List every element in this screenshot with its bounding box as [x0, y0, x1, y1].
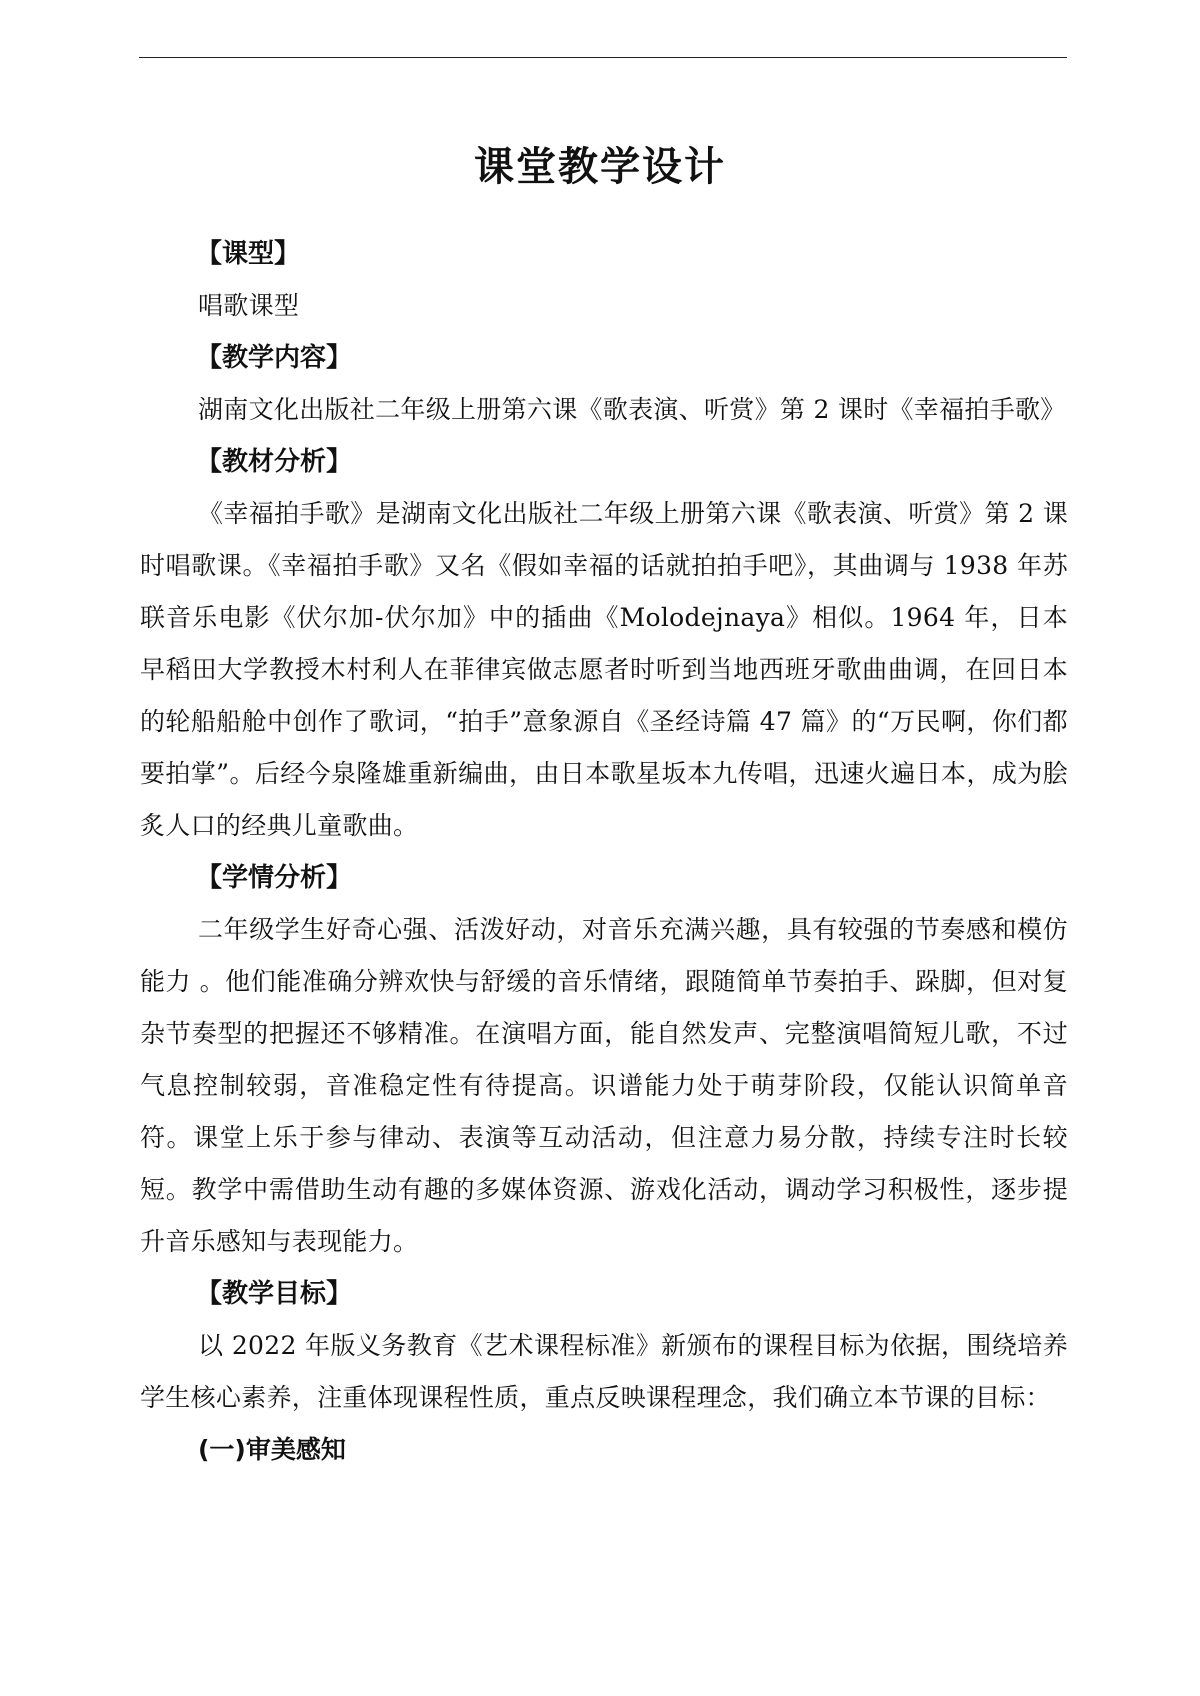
- section-heading-material-analysis: 【教材分析】: [196, 447, 353, 477]
- section-heading-teaching-content: 【教学内容】: [196, 343, 353, 373]
- section-material-analysis: [140, 436, 1068, 852]
- subheading-aesthetic-perception: (一)审美感知: [198, 1435, 346, 1464]
- document-body: [140, 228, 1068, 1476]
- section-teaching-goals: [140, 1268, 1068, 1476]
- header-rule: [139, 57, 1067, 58]
- page-title: 课堂教学设计: [474, 143, 726, 190]
- section-text-teaching-content: 湖南文化出版社二年级上册第六课《歌表演、听赏》第 2 课时《幸福拍手歌》: [198, 395, 1066, 424]
- section-teaching-content: [140, 332, 1068, 436]
- section-text-course-type: 唱歌课型: [198, 291, 300, 320]
- section-learner-analysis: [140, 852, 1068, 1268]
- section-heading-course-type: 【课型】: [196, 239, 301, 269]
- section-text-teaching-goals: 以 2022 年版义务教育《艺术课程标准》新颁布的课程目标为依据，围绕培养学生核心素养，注重体现课程性质，重点反映课程理念，我们确立本节课的目标：: [140, 1331, 1068, 1412]
- section-text-material-analysis: 《幸福拍手歌》是湖南文化出版社二年级上册第六课《歌表演、听赏》第 2 课时唱歌课。《幸福拍手歌》又名《假如幸福的话就拍拍手吧》，其曲调与 1938 年苏联音乐电影《伏尔加-伏尔加》中的插曲《Molodejnaya》相似。1964 年，日本早稻田大学教授木村利人在菲律宾做志愿者时听到当地西班牙歌曲曲调，在回日本的轮船船舱中创作了歌词，“拍手”意象源自《圣经诗篇 47 篇》的“万民啊，你们都要拍掌”。后经今泉隆雄重新编曲，由日本歌星坂本九传唱，迅速火遍日本，成为脍炙人口的经典儿童歌曲。: [140, 499, 1068, 840]
- section-text-learner-analysis: 二年级学生好奇心强、活泼好动，对音乐充满兴趣，具有较强的节奏感和模仿能力 。他们能准确分辨欢快与舒缓的音乐情绪，跟随简单节奏拍手、跺脚，但对复杂节奏型的把握还不够精准。在演唱方面，能自然发声、完整演唱简短儿歌，不过气息控制较弱，音准稳定性有待提高。识谱能力处于萌芽阶段，仅能认识简单音符。课堂上乐于参与律动、表演等互动活动，但注意力易分散，持续专注时长较短。教学中需借助生动有趣的多媒体资源、游戏化活动，调动学习积极性，逐步提升音乐感知与表现能力。: [140, 915, 1068, 1256]
- section-heading-learner-analysis: 【学情分析】: [196, 863, 353, 893]
- section-course-type: [140, 228, 1068, 332]
- section-heading-teaching-goals: 【教学目标】: [196, 1279, 353, 1309]
